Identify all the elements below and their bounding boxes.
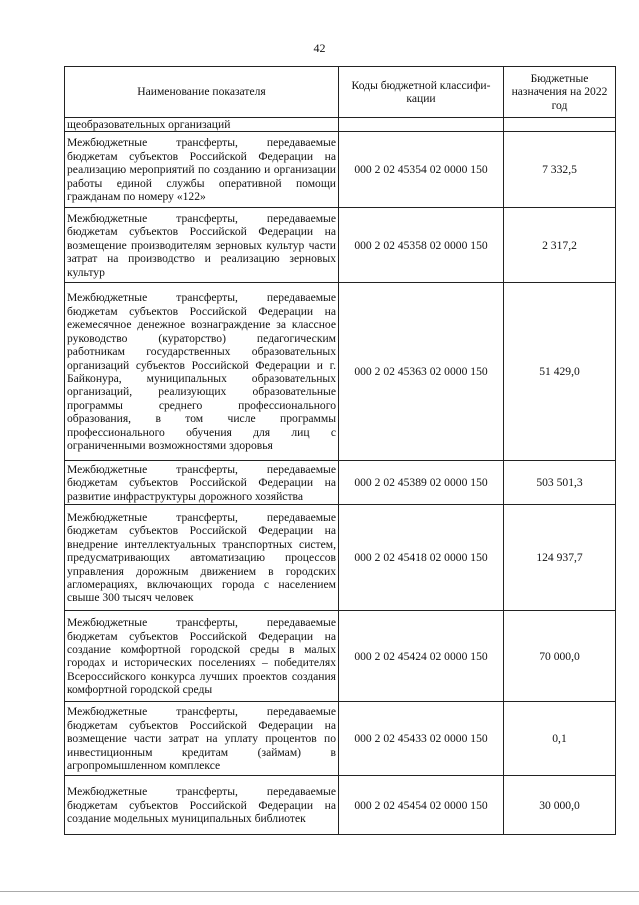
table-row	[65, 283, 616, 461]
row-amount: 503 501,3	[504, 461, 616, 505]
row-code: 000 2 02 45424 02 0000 150	[339, 611, 504, 702]
row-code: 000 2 02 45454 02 0000 150	[339, 776, 504, 835]
row-name: Межбюджетные трансферты, передаваемые бюджетам субъектов Российской Федерации на реализацию мероприятий по созданию и организации работы единой службы оперативной помощи гражданам по номеру «122»	[65, 132, 339, 208]
row-name: Межбюджетные трансферты, передаваемые бюджетам субъектов Российской Федерации на возмещение части затрат на уплату процентов по инвестиционным кредитам (займам) в агропромышленном комплексе	[65, 702, 339, 776]
table-row	[65, 776, 616, 835]
row-amount	[504, 118, 616, 132]
table-row	[65, 611, 616, 702]
row-name: Межбюджетные трансферты, передаваемые бюджетам субъектов Российской Федерации на возмещение производителям зерновых культур части затрат на производство и реализацию зерновых культур	[65, 208, 339, 283]
page-number: 42	[313, 41, 326, 55]
row-amount: 7 332,5	[504, 132, 616, 208]
table-header-row	[65, 67, 616, 118]
row-name: Межбюджетные трансферты, передаваемые бюджетам субъектов Российской Федерации на развитие инфраструктуры дорожного хозяйства	[65, 461, 339, 505]
row-name: щеобразовательных организаций	[65, 118, 339, 132]
row-code: 000 2 02 45363 02 0000 150	[339, 283, 504, 461]
row-code: 000 2 02 45354 02 0000 150	[339, 132, 504, 208]
table-row	[65, 118, 616, 132]
page-bottom-rule	[0, 891, 639, 892]
row-amount: 51 429,0	[504, 283, 616, 461]
row-code: 000 2 02 45418 02 0000 150	[339, 505, 504, 611]
row-amount: 2 317,2	[504, 208, 616, 283]
row-code	[339, 118, 504, 132]
table-row	[65, 132, 616, 208]
row-code: 000 2 02 45389 02 0000 150	[339, 461, 504, 505]
table-row	[65, 702, 616, 776]
header-code: Коды бюджетной классифи-кации	[339, 67, 504, 118]
row-name: Межбюджетные трансферты, передаваемые бюджетам субъектов Российской Федерации на внедрение интеллектуальных транспортных систем, предусматривающих автоматизацию процессов управления дорожным движением в городских агломерациях, включающих города с населением свыше 300 тысяч человек	[65, 505, 339, 611]
header-name: Наименование показателя	[65, 67, 339, 118]
budget-table	[64, 66, 616, 835]
table-row	[65, 505, 616, 611]
header-amount: Бюджетные назначения на 2022 год	[504, 67, 616, 118]
table-row	[65, 461, 616, 505]
row-name: Межбюджетные трансферты, передаваемые бюджетам субъектов Российской Федерации на ежемесячное денежное вознаграждение за классное руководство (кураторство) педагогическим работникам государственных образовательных организаций субъектов Российской Федерации и г. Байконура, муниципальных образовательных организаций, реализующих образовательные программы среднего профессионального образования, в том числе программы профессионального обучения для лиц с ограниченными возможностями здоровья	[65, 283, 339, 461]
row-code: 000 2 02 45358 02 0000 150	[339, 208, 504, 283]
row-amount: 70 000,0	[504, 611, 616, 702]
row-name: Межбюджетные трансферты, передаваемые бюджетам субъектов Российской Федерации на создание модельных муниципальных библиотек	[65, 776, 339, 835]
row-name: Межбюджетные трансферты, передаваемые бюджетам субъектов Российской Федерации на создание комфортной городской среды в малых городах и исторических поселениях – победителях Всероссийского конкурса лучших проектов создания комфортной городской среды	[65, 611, 339, 702]
row-code: 000 2 02 45433 02 0000 150	[339, 702, 504, 776]
table-row	[65, 208, 616, 283]
row-amount: 30 000,0	[504, 776, 616, 835]
row-amount: 124 937,7	[504, 505, 616, 611]
row-amount: 0,1	[504, 702, 616, 776]
